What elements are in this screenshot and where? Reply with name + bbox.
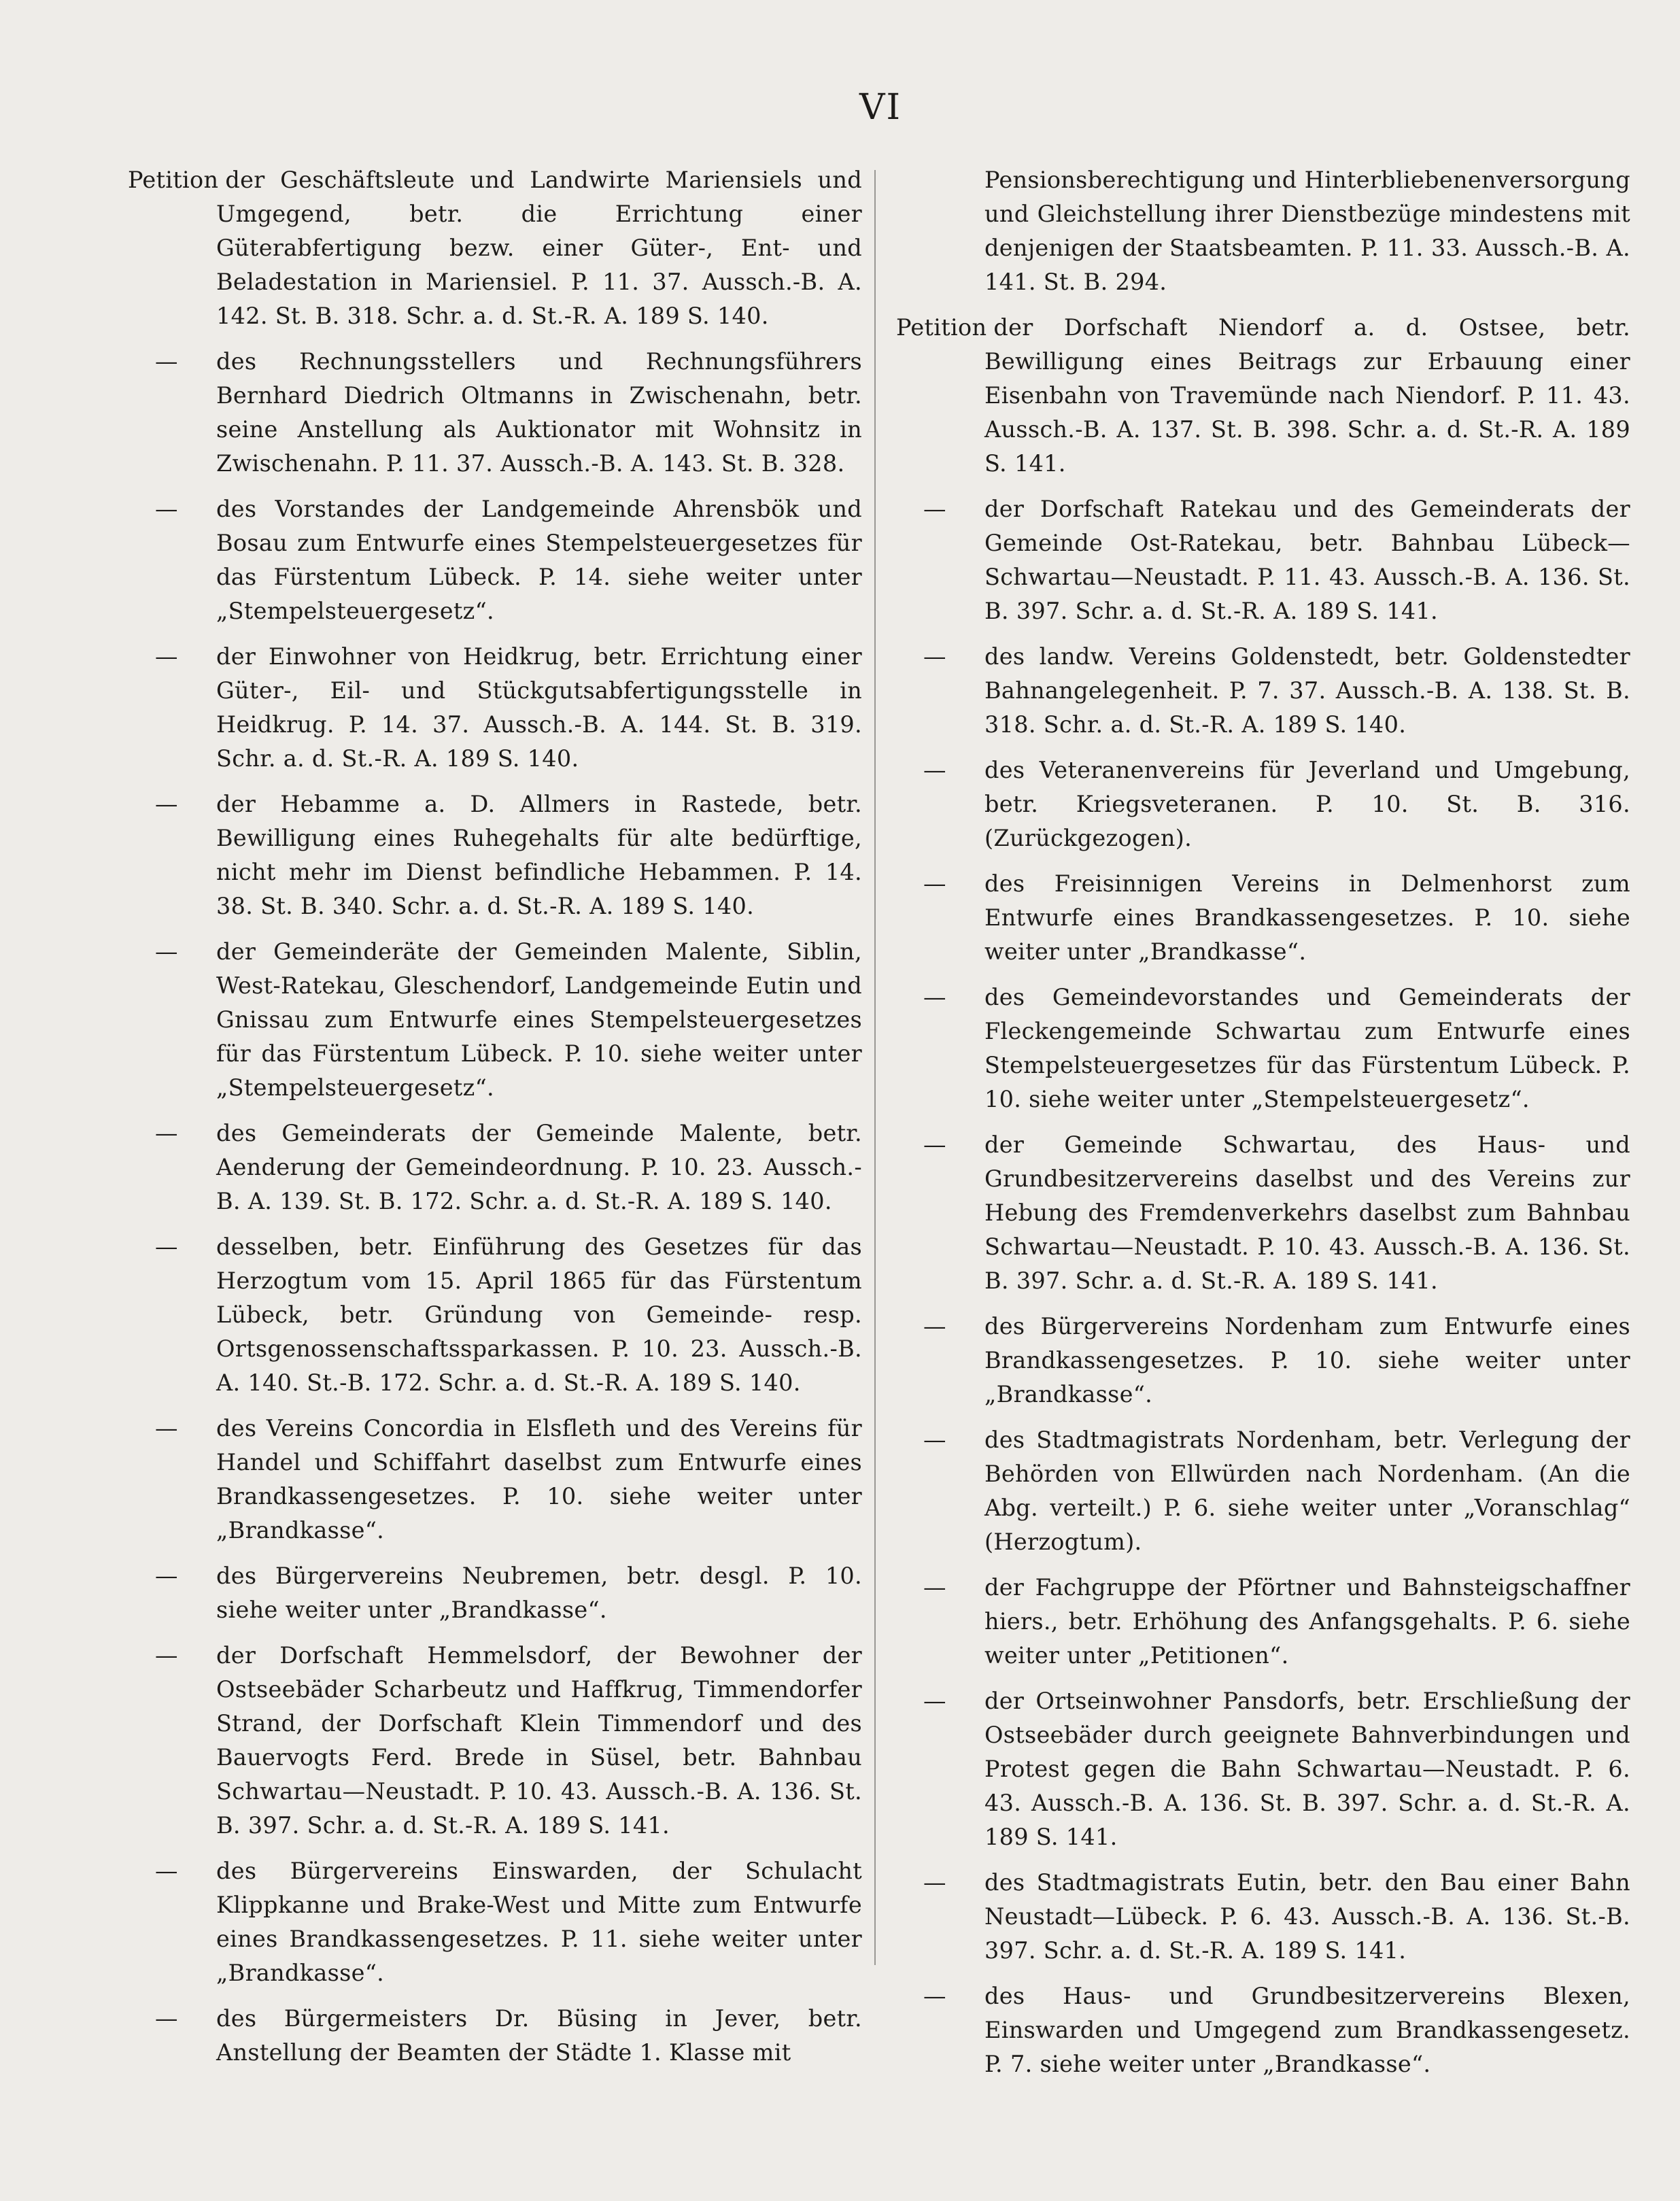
entry-dash: — [155,1642,178,1669]
entry-text: des Gemeinderats der Gemeinde Malente, betr. Aenderung der Gemeindeordnung. P. 10. 23. Aussch.-B. A. 139. St. B. 172. Schr. a. d. St.-R. A. 189 S. 140. [216,1120,862,1214]
entry-body [896,311,1630,481]
entry-dash: — [155,643,178,670]
entry-text: der Dorfschaft Ratekau und des Gemeinderats der Gemeinde Ost-Ratekau, betr. Bahnbau Lübeck—Schwartau—Neustadt. P. 11. 43. Aussch.-B. A. 136. St. B. 397. Schr. a. d. St.-R. A. 189 S. 141. [984,496,1630,624]
entry-text: desselben, betr. Einführung des Gesetzes für das Herzogtum vom 15. April 1865 für das Fürstentum Lübeck, betr. Gründung von Gemeinde- resp. Ortsgenossenschaftssparkassen. P. 10. 23. Aussch.-B. A. 140. St.-B. 172. Schr. a. d. St.-R. A. 189 S. 140. [216,1233,862,1396]
entry-text: des Gemeindevorstandes und Gemeinderats der Fleckengemeinde Schwartau zum Entwurfe eines Stempelsteuergesetzes für das Fürstentum Lübeck. P. 10. siehe weiter unter „Stempelsteuergesetz“. [984,984,1630,1112]
index-entry [128,1854,862,1990]
column-divider [874,170,876,1965]
entry-dash: — [923,1131,946,1158]
entry-dash: — [923,870,946,897]
index-entry [128,2002,862,2070]
entry-text: der Fachgruppe der Pförtner und Bahnsteigschaffner hiers., betr. Erhöhung des Anfangsgehalts. P. 6. siehe weiter unter „Petitionen“. [984,1574,1630,1669]
petition-entry [896,311,1630,481]
entry-text: des Bürgervereins Nordenham zum Entwurfe eines Brandkassengesetzes. P. 10. siehe weiter unter „Brandkasse“. [984,1313,1630,1407]
index-entry [896,1684,1630,1854]
entry-text: des Bürgermeisters Dr. Büsing in Jever, betr. Anstellung der Beamten der Städte 1. Klasse mit [216,2005,862,2066]
entry-text: des Veteranenvereins für Jeverland und Umgebung, betr. Kriegsveteranen. P. 10. St. B. 316. (Zurückgezogen). [984,757,1630,851]
index-entry [128,640,862,776]
entry-text: des Stadtmagistrats Nordenham, betr. Verlegung der Behörden von Ellwürden nach Nordenham. (An die Abg. verteilt.) P. 6. siehe weiter unter „Voranschlag“ (Herzogtum). [984,1427,1630,1555]
index-entry [128,1639,862,1843]
entry-text: des Vorstandes der Landgemeinde Ahrensbök und Bosau zum Entwurfe eines Stempelsteuergesetzes für das Fürstentum Lübeck. P. 14. siehe weiter unter „Stempelsteuergesetz“. [216,496,862,624]
entry-dash: — [923,1869,946,1896]
entry-dash: — [155,1120,178,1146]
entry-dash: — [155,1233,178,1260]
index-entry [896,640,1630,742]
entry-text: des Bürgervereins Neubremen, betr. desgl. P. 10. siehe weiter unter „Brandkasse“. [216,1563,862,1623]
entry-dash: — [155,1563,178,1589]
entry-lead: Petition [128,167,219,193]
entry-text: Pensionsberechtigung und Hinterbliebenenversorgung und Gleichstellung ihrer Dienstbezüge mindestens mit denjenigen der Staatsbeamten. P. 11. 33. Aussch.-B. A. 141. St. B. 294. [984,167,1630,295]
entry-dash: — [923,643,946,670]
entry-text: des landw. Vereins Goldenstedt, betr. Goldenstedter Bahnangelegenheit. P. 7. 37. Aussch.-B. A. 138. St. B. 318. Schr. a. d. St.-R. A. 189 S. 140. [984,643,1630,738]
index-entry [128,345,862,481]
entry-text: des Stadtmagistrats Eutin, betr. den Bau einer Bahn Neustadt—Lübeck. P. 6. 43. Aussch.-B. A. 136. St.-B. 397. Schr. a. d. St.-R. A. 189 S. 141. [984,1869,1630,1964]
index-entry [896,1128,1630,1298]
entry-dash: — [155,1415,178,1441]
index-entry [896,867,1630,969]
entry-text: der Ortseinwohner Pansdorfs, betr. Erschließung der Ostseebäder durch geeignete Bahnverbindungen und Protest gegen die Bahn Schwartau—Neustadt. P. 6. 43. Aussch.-B. A. 136. St. B. 397. Schr. a. d. St.-R. A. 189 S. 141. [984,1688,1630,1850]
entry-dash: — [923,1983,946,2009]
entry-dash: — [923,757,946,783]
entry-text: der Gemeinderäte der Gemeinden Malente, Siblin, West-Ratekau, Gleschendorf, Landgemeinde Eutin und Gnissau zum Entwurfe eines Stempelsteuergesetzes für das Fürstentum Lübeck. P. 10. siehe weiter unter „Stempelsteuergesetz“. [216,938,862,1101]
entry-dash: — [155,938,178,965]
page-number: VI [859,87,902,128]
index-entry [896,753,1630,855]
entry-lead: Petition [896,314,987,341]
entry-text: der Einwohner von Heidkrug, betr. Errichtung einer Güter-, Eil- und Stückgutsabfertigungsstelle in Heidkrug. P. 14. 37. Aussch.-B. A. 144. St. B. 319. Schr. a. d. St.-R. A. 189 S. 140. [216,643,862,772]
petition-entry [128,163,862,333]
entry-text: der Hebamme a. D. Allmers in Rastede, betr. Bewilligung eines Ruhegehalts für alte bedürftige, nicht mehr im Dienst befindliche Hebammen. P. 14. 38. St. B. 340. Schr. a. d. St.-R. A. 189 S. 140. [216,791,862,919]
entry-dash: — [923,1688,946,1714]
index-entry [896,1423,1630,1559]
entry-text: der Gemeinde Schwartau, des Haus- und Grundbesitzervereins daselbst und des Vereins zur Hebung des Fremdenverkehrs daselbst zum Bahnbau Schwartau—Neustadt. P. 10. 43. Aussch.-B. A. 136. St. B. 397. Schr. a. d. St.-R. A. 189 S. 141. [984,1131,1630,1294]
index-entry [128,1412,862,1548]
entry-dash: — [155,348,178,375]
entry-body [128,163,862,333]
entry-dash: — [155,791,178,817]
entry-dash: — [923,1427,946,1453]
entry-dash: — [155,1858,178,1884]
entry-dash: — [923,1574,946,1601]
index-entry [128,492,862,628]
entry-dash: — [923,496,946,522]
index-entry [128,935,862,1105]
index-entry [896,1866,1630,1968]
entry-text: der Dorfschaft Niendorf a. d. Ostsee, betr. Bewilligung eines Beitrags zur Erbauung einer Eisenbahn von Travemünde nach Niendorf. P. 11. 43. Aussch.-B. A. 137. St. B. 398. Schr. a. d. St.-R. A. 189 S. 141. [984,314,1630,477]
entry-text: des Haus- und Grundbesitzervereins Blexen, Einswarden und Umgegend zum Brandkassengesetz. P. 7. siehe weiter unter „Brandkasse“. [984,1983,1630,2077]
entry-dash: — [923,1313,946,1340]
index-entry [896,163,1630,299]
index-entry [128,1559,862,1627]
entry-text: des Bürgervereins Einswarden, der Schulacht Klippkanne und Brake-West und Mitte zum Entwurfe eines Brandkassengesetzes. P. 11. siehe weiter unter „Brandkasse“. [216,1858,862,1986]
entry-dash: — [155,496,178,522]
index-entry [896,1310,1630,1412]
index-entry [896,980,1630,1116]
index-entry [896,492,1630,628]
entry-text: des Freisinnigen Vereins in Delmenhorst zum Entwurfe eines Brandkassengesetzes. P. 10. siehe weiter unter „Brandkasse“. [984,870,1630,965]
entry-text: des Rechnungsstellers und Rechnungsführers Bernhard Diedrich Oltmanns in Zwischenahn, betr. seine Anstellung als Auktionator mit Wohnsitz in Zwischenahn. P. 11. 37. Aussch.-B. A. 143. St. B. 328. [216,348,862,477]
entry-dash: — [923,984,946,1010]
left-column [128,163,862,2081]
entry-text: des Vereins Concordia in Elsfleth und des Vereins für Handel und Schiffahrt daselbst zum Entwurfe eines Brandkassengesetzes. P. 10. siehe weiter unter „Brandkasse“. [216,1415,862,1543]
index-entry [896,1979,1630,2081]
index-entry [128,1116,862,1218]
entry-text: der Dorfschaft Hemmelsdorf, der Bewohner der Ostseebäder Scharbeutz und Haffkrug, Timmendorfer Strand, der Dorfschaft Klein Timmendorf und des Bauervogts Ferd. Brede in Süsel, betr. Bahnbau Schwartau—Neustadt. P. 10. 43. Aussch.-B. A. 136. St. B. 397. Schr. a. d. St.-R. A. 189 S. 141. [216,1642,862,1839]
index-entry [896,1571,1630,1673]
entry-dash: — [155,2005,178,2032]
index-entry [128,1230,862,1400]
entry-text: der Geschäftsleute und Landwirte Mariensiels und Umgegend, betr. die Errichtung einer Güterabfertigung bezw. einer Güter-, Ent- und Beladestation in Mariensiel. P. 11. 37. Aussch.-B. A. 142. St. B. 318. Schr. a. d. St.-R. A. 189 S. 140. [216,167,862,329]
index-entry [128,787,862,923]
right-column [896,163,1630,2093]
